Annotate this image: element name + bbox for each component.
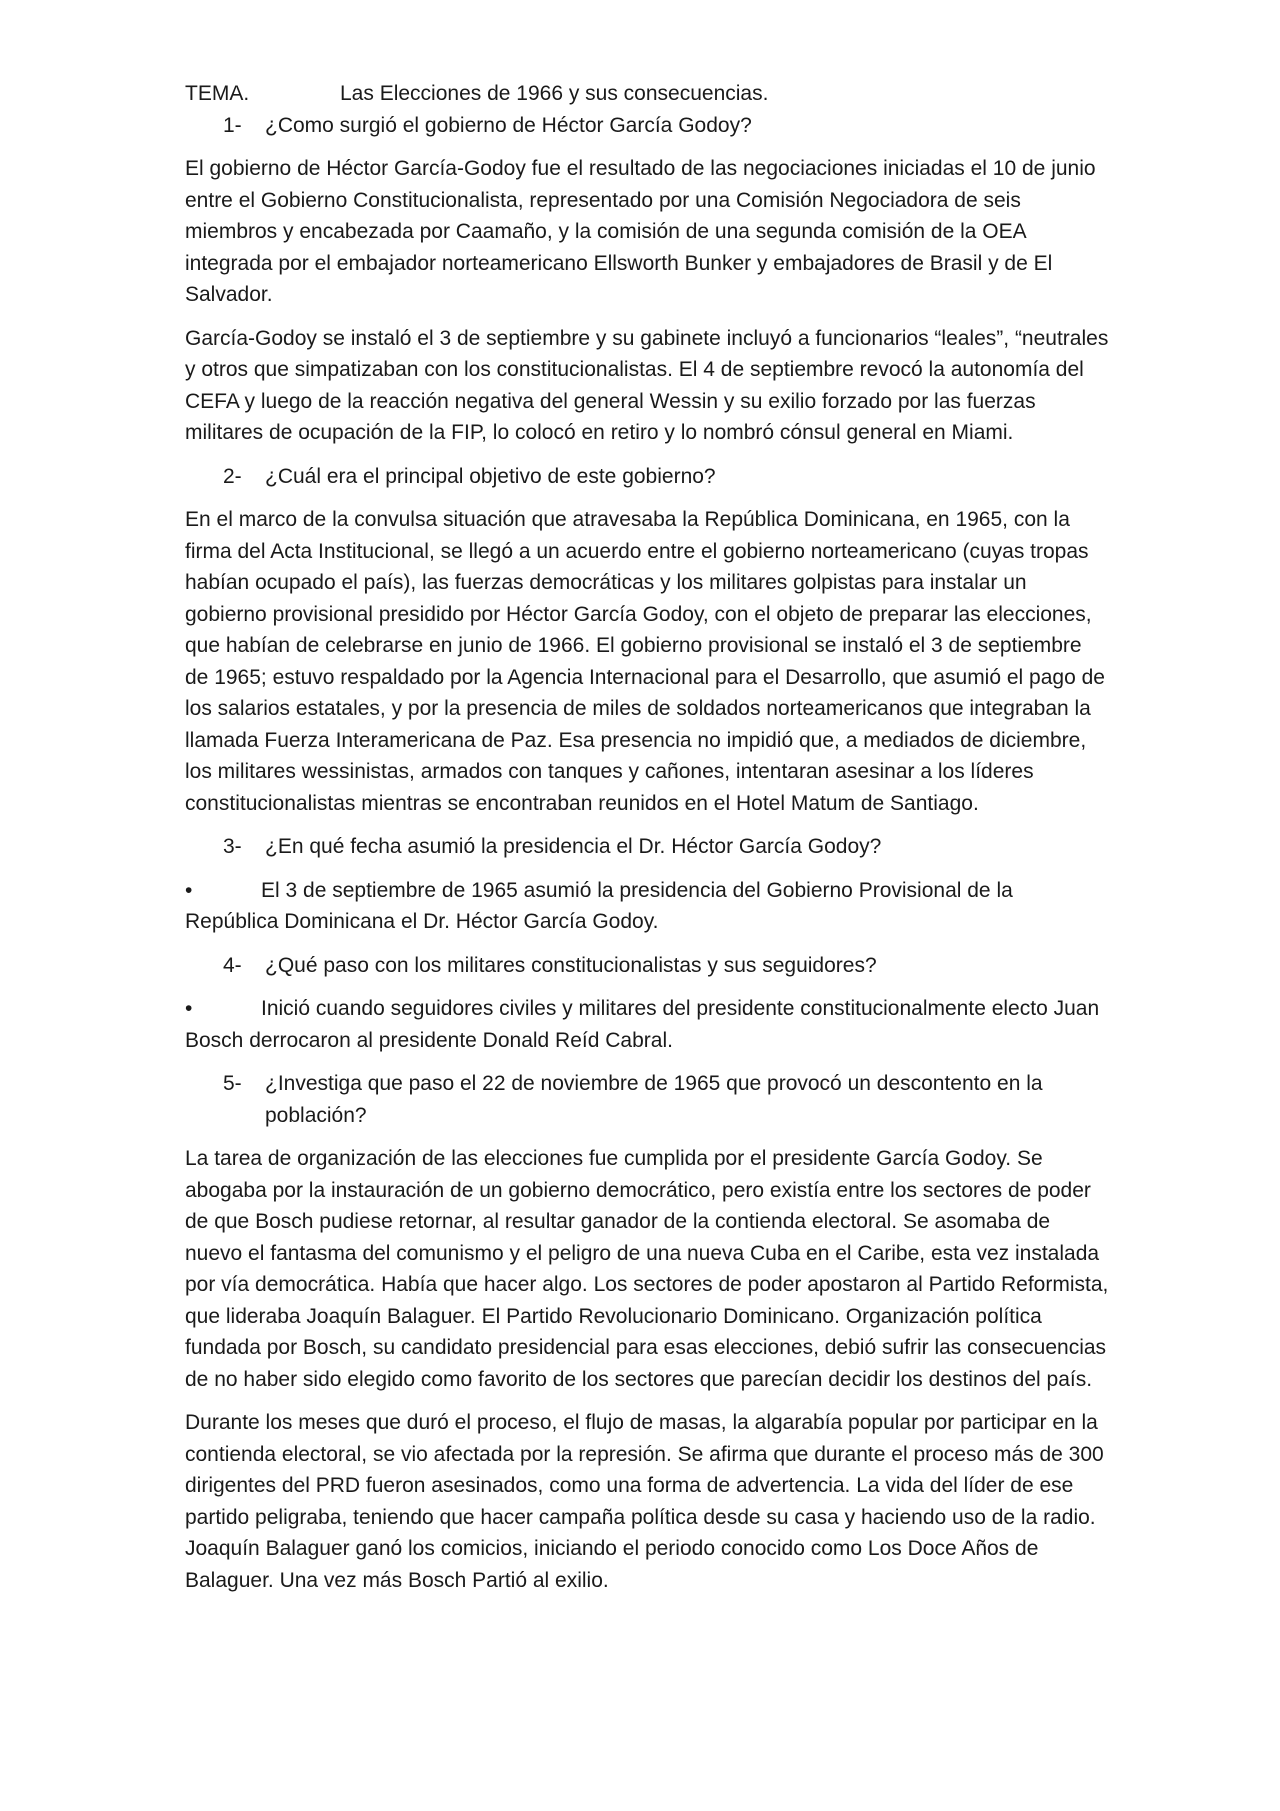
question-3	[185, 831, 1110, 863]
q3-answer	[185, 875, 1110, 938]
question-text: ¿Investiga que paso el 22 de noviembre de 1965 que provocó un descontento en la población?	[265, 1072, 1043, 1127]
question-number: 2-	[223, 464, 242, 488]
q5-paragraph-1: La tarea de organización de las elecciones fue cumplida por el presidente García Godoy. Se abogaba por la instauración de un gobierno democrático, pero existía entre los sectores de poder de que Bosch pudiese retornar, al resultar ganador de la contienda electoral. Se asomaba de nuevo el fantasma del comunismo y el peligro de una nueva Cuba en el Caribe, esta vez instalada por vía democrática. Había que hacer algo. Los sectores de poder apostaron al Partido Reformista, que lideraba Joaquín Balaguer. El Partido Revolucionario Dominicano. Organización política fundada por Bosch, su candidato presidencial para esas elecciones, debió sufrir las consecuencias de no haber sido elegido como favorito de los sectores que parecían decidir los destinos del país.	[185, 1147, 1109, 1391]
question-number: 1-	[223, 113, 242, 137]
q5-paragraph-2: Durante los meses que duró el proceso, el flujo de masas, la algarabía popular por participar en la contienda electoral, se vio afectada por la represión. Se afirma que durante el proceso más de 300 dirigentes del PRD fueron asesinados, como una forma de advertencia. La vida del líder de ese partido peligraba, teniendo que hacer campaña política desde su casa y haciendo uso de la radio. Joaquín Balaguer ganó los comicios, iniciando el periodo conocido como Los Doce Años de Balaguer. Una vez más Bosch Partió al exilio.	[185, 1411, 1104, 1592]
question-5	[185, 1068, 1110, 1131]
bullet-icon: •	[185, 997, 193, 1020]
bullet-icon: •	[185, 878, 193, 902]
question-number: 5-	[223, 1072, 242, 1095]
question-text: ¿En qué fecha asumió la presidencia el Dr. Héctor García Godoy?	[265, 835, 882, 858]
question-number: 4-	[223, 953, 242, 977]
document-header	[185, 78, 1110, 110]
q2-paragraph: En el marco de la convulsa situación que atravesaba la República Dominicana, en 1965, con la firma del Acta Institucional, se llegó a un acuerdo entre el gobierno norteamericano (cuyas tropas habían ocupado el país), las fuerzas democráticas y los militares golpistas para instalar un gobierno provisional presidido por Héctor García Godoy, con el objeto de preparar las elecciones, que habían de celebrarse en junio de 1966. El gobierno provisional se instaló el 3 de septiembre de 1965; estuvo respaldado por la Agencia Internacional para el Desarrollo, que asumió el pago de los salarios estatales, y por la presencia de miles de soldados norteamericanos que integraban la llamada Fuerza Interamericana de Paz. Esa presencia no impidió que, a mediados de diciembre, los militares wessinistas, armados con tanques y cañones, intentaran asesinar a los líderes constitucionalistas mientras se encontraban reunidos en el Hotel Matum de Santiago.	[185, 508, 1105, 815]
question-4	[185, 950, 1110, 982]
answer-text: Inició cuando seguidores civiles y militares del presidente constitucionalmente electo Juan Bosch derrocaron al presidente Donald Reíd Cabral.	[185, 997, 1100, 1052]
question-text: ¿Qué paso con los militares constitucionalistas y sus seguidores?	[265, 953, 877, 977]
document-title: Las Elecciones de 1966 y sus consecuencias.	[340, 82, 769, 105]
q1-paragraph-1: El gobierno de Héctor García-Godoy fue el resultado de las negociaciones iniciadas el 10 de junio entre el Gobierno Constitucionalista, representado por una Comisión Negociadora de seis miembros y encabezada por Caamaño, y la comisión de una segunda comisión de la OEA integrada por el embajador norteamericano Ellsworth Bunker y embajadores de Brasil y de El Salvador.	[185, 157, 1096, 306]
topic-label: TEMA.	[185, 82, 250, 105]
question-text: ¿Cuál era el principal objetivo de este gobierno?	[265, 464, 716, 488]
answer-text: El 3 de septiembre de 1965 asumió la presidencia del Gobierno Provisional de la República Dominicana el Dr. Héctor García Godoy.	[185, 878, 1013, 933]
q4-answer	[185, 993, 1110, 1056]
question-1	[185, 110, 1110, 142]
question-2	[185, 461, 1110, 493]
document-page	[185, 78, 1110, 1608]
question-text: ¿Como surgió el gobierno de Héctor García Godoy?	[265, 113, 752, 137]
question-number: 3-	[223, 835, 242, 858]
q1-paragraph-2: García-Godoy se instaló el 3 de septiembre y su gabinete incluyó a funcionarios “leales”, “neutrales y otros que simpatizaban con los constitucionalistas. El 4 de septiembre revocó la autonomía del CEFA y luego de la reacción negativa del general Wessin y su exilio forzado por las fuerzas militares de ocupación de la FIP, lo colocó en retiro y lo nombró cónsul general en Miami.	[185, 326, 1109, 444]
